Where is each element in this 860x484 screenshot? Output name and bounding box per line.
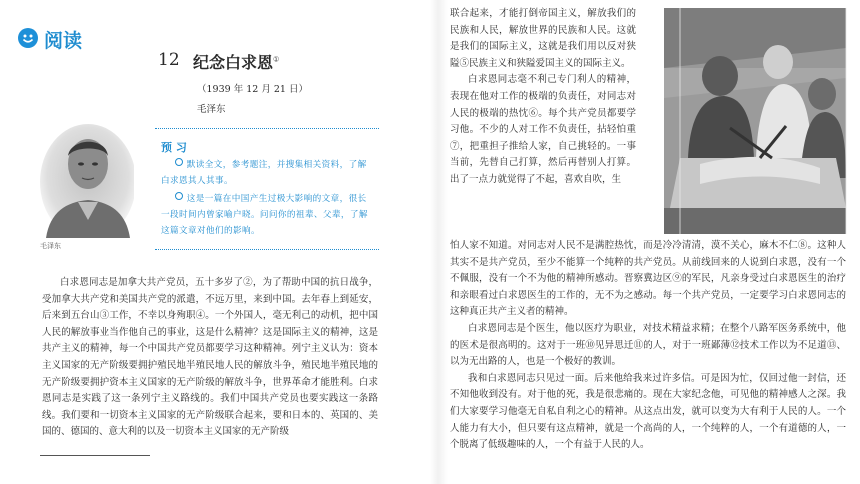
body-paragraph: 怕人家不知道。对同志对人民不是满腔热忱，而是冷冷清清，漠不关心，麻木不仁⑧。这种人其实不是共产党员，至少不能算一个纯粹的共产党员。从前线回来的人说到白求恩，没有一个不佩服，没有一个不为他的精神所感动。晋察冀边区⑨的军民，凡亲身受过白求恩医生的治疗和亲眼看过白求恩医生的工作的，无不为之感动。每一个共产党员，一定要学习白求恩同志的这种真正共产主义者的精神。	[450, 240, 846, 318]
lesson-title-text: 纪念白求恩	[193, 53, 274, 72]
portrait-caption: 毛泽东	[40, 242, 61, 250]
lesson-number: 12	[158, 50, 180, 70]
body-paragraph: 联合起来，才能打倒帝国主义，解放我们的民族和人民，解放世界的民族和人民。这就是我们的国际主义，这就是我们用以反对狭隘⑤民族主义和狭隘爱国主义的国际主义。	[450, 8, 636, 69]
footnote-divider	[40, 455, 150, 456]
preview-heading: 预 习	[161, 141, 187, 154]
title-footnote-mark: ①	[273, 55, 280, 64]
body-paragraph: 白求恩同志毫不利己专门利人的精神，表现在他对工作的极端的负责任，对同志对人民的极端的热忱⑥。每个共产党员都要学习他。不少的人对工作不负责任，拈轻怕重⑦，把重担子推给人家，自己挑轻的。一事当前，先替自己打算，然后再替别人打算。出了一点力就觉得了不起，喜欢自吹，生	[450, 74, 636, 185]
preview-item-text: 这是一篇在中国产生过极大影响的文章，很长一段时间内曾家喻户晓。问问你的祖辈、父辈，了解这篇文章对他们的影响。	[161, 194, 368, 236]
author-portrait	[38, 120, 134, 238]
lesson-date: （1939 年 12 月 21 日）	[197, 84, 308, 95]
book-gutter	[430, 0, 448, 484]
lesson-title	[193, 50, 279, 73]
surgery-illustration	[660, 8, 850, 244]
right-page	[448, 0, 860, 484]
circle-bullet-icon	[175, 158, 183, 166]
section-label: 阅读	[44, 30, 83, 52]
preview-box	[155, 128, 379, 250]
smiley-face-icon	[18, 28, 38, 48]
preview-item	[161, 191, 373, 239]
body-paragraph: 白求恩同志是加拿大共产党员，五十多岁了②，为了帮助中国的抗日战争，受加拿大共产党和美国共产党的派遣，不远万里，来到中国。去年春上到延安，后来到五台山③工作，不幸以身殉职④。一个外国人，毫无利己的动机，把中国人民的解放事业当作他自己的事业，这是什么精神？这是国际主义的精神，这是共产主义的精神，每一个中国共产党员都要学习这种精神。列宁主义认为：资本主义国家的无产阶级要拥护殖民地半殖民地人民的解放斗争，殖民地半殖民地的无产阶级要拥护资本主义国家的无产阶级的解放斗争，世界革命才能胜利。白求恩同志是实践了这一条列宁主义路线的。我们中国共产党员也要实践这一条路线。我们要和一切资本主义国家的无产阶级联合起来，要和日本的、英国的、美国的、德国的、意大利的以及一切资本主义国家的无产阶级	[42, 277, 378, 438]
body-paragraph: 我和白求恩同志只见过一面。后来他给我来过许多信。可是因为忙，仅回过他一封信，还不知他收到没有。对于他的死，我是很悲痛的。现在大家纪念他，可见他的精神感人之深。我们大家要学习他毫无自私自利之心的精神。从这点出发，就可以变为大有利于人民的人。一个人能力有大小，但只要有这点精神，就是一个高尚的人，一个纯粹的人，一个有道德的人，一个脱离了低级趣味的人，一个有益于人民的人。	[450, 372, 846, 451]
lesson-author: 毛泽东	[197, 104, 226, 115]
body-column	[450, 6, 636, 189]
body-column	[450, 238, 846, 454]
preview-item	[161, 157, 373, 189]
circle-bullet-icon	[175, 192, 183, 200]
body-paragraph: 白求恩同志是个医生，他以医疗为职业，对技术精益求精；在整个八路军医务系统中，他的医术是很高明的。这对于一班⑩见异思迁⑪的人，对于一班鄙薄⑫技术工作以为不足道⑬、以为无出路的人，也是一个极好的教训。	[450, 322, 846, 368]
preview-item-text: 默读全文，参考题注，并搜集相关资料，了解白求恩其人其事。	[161, 160, 367, 186]
